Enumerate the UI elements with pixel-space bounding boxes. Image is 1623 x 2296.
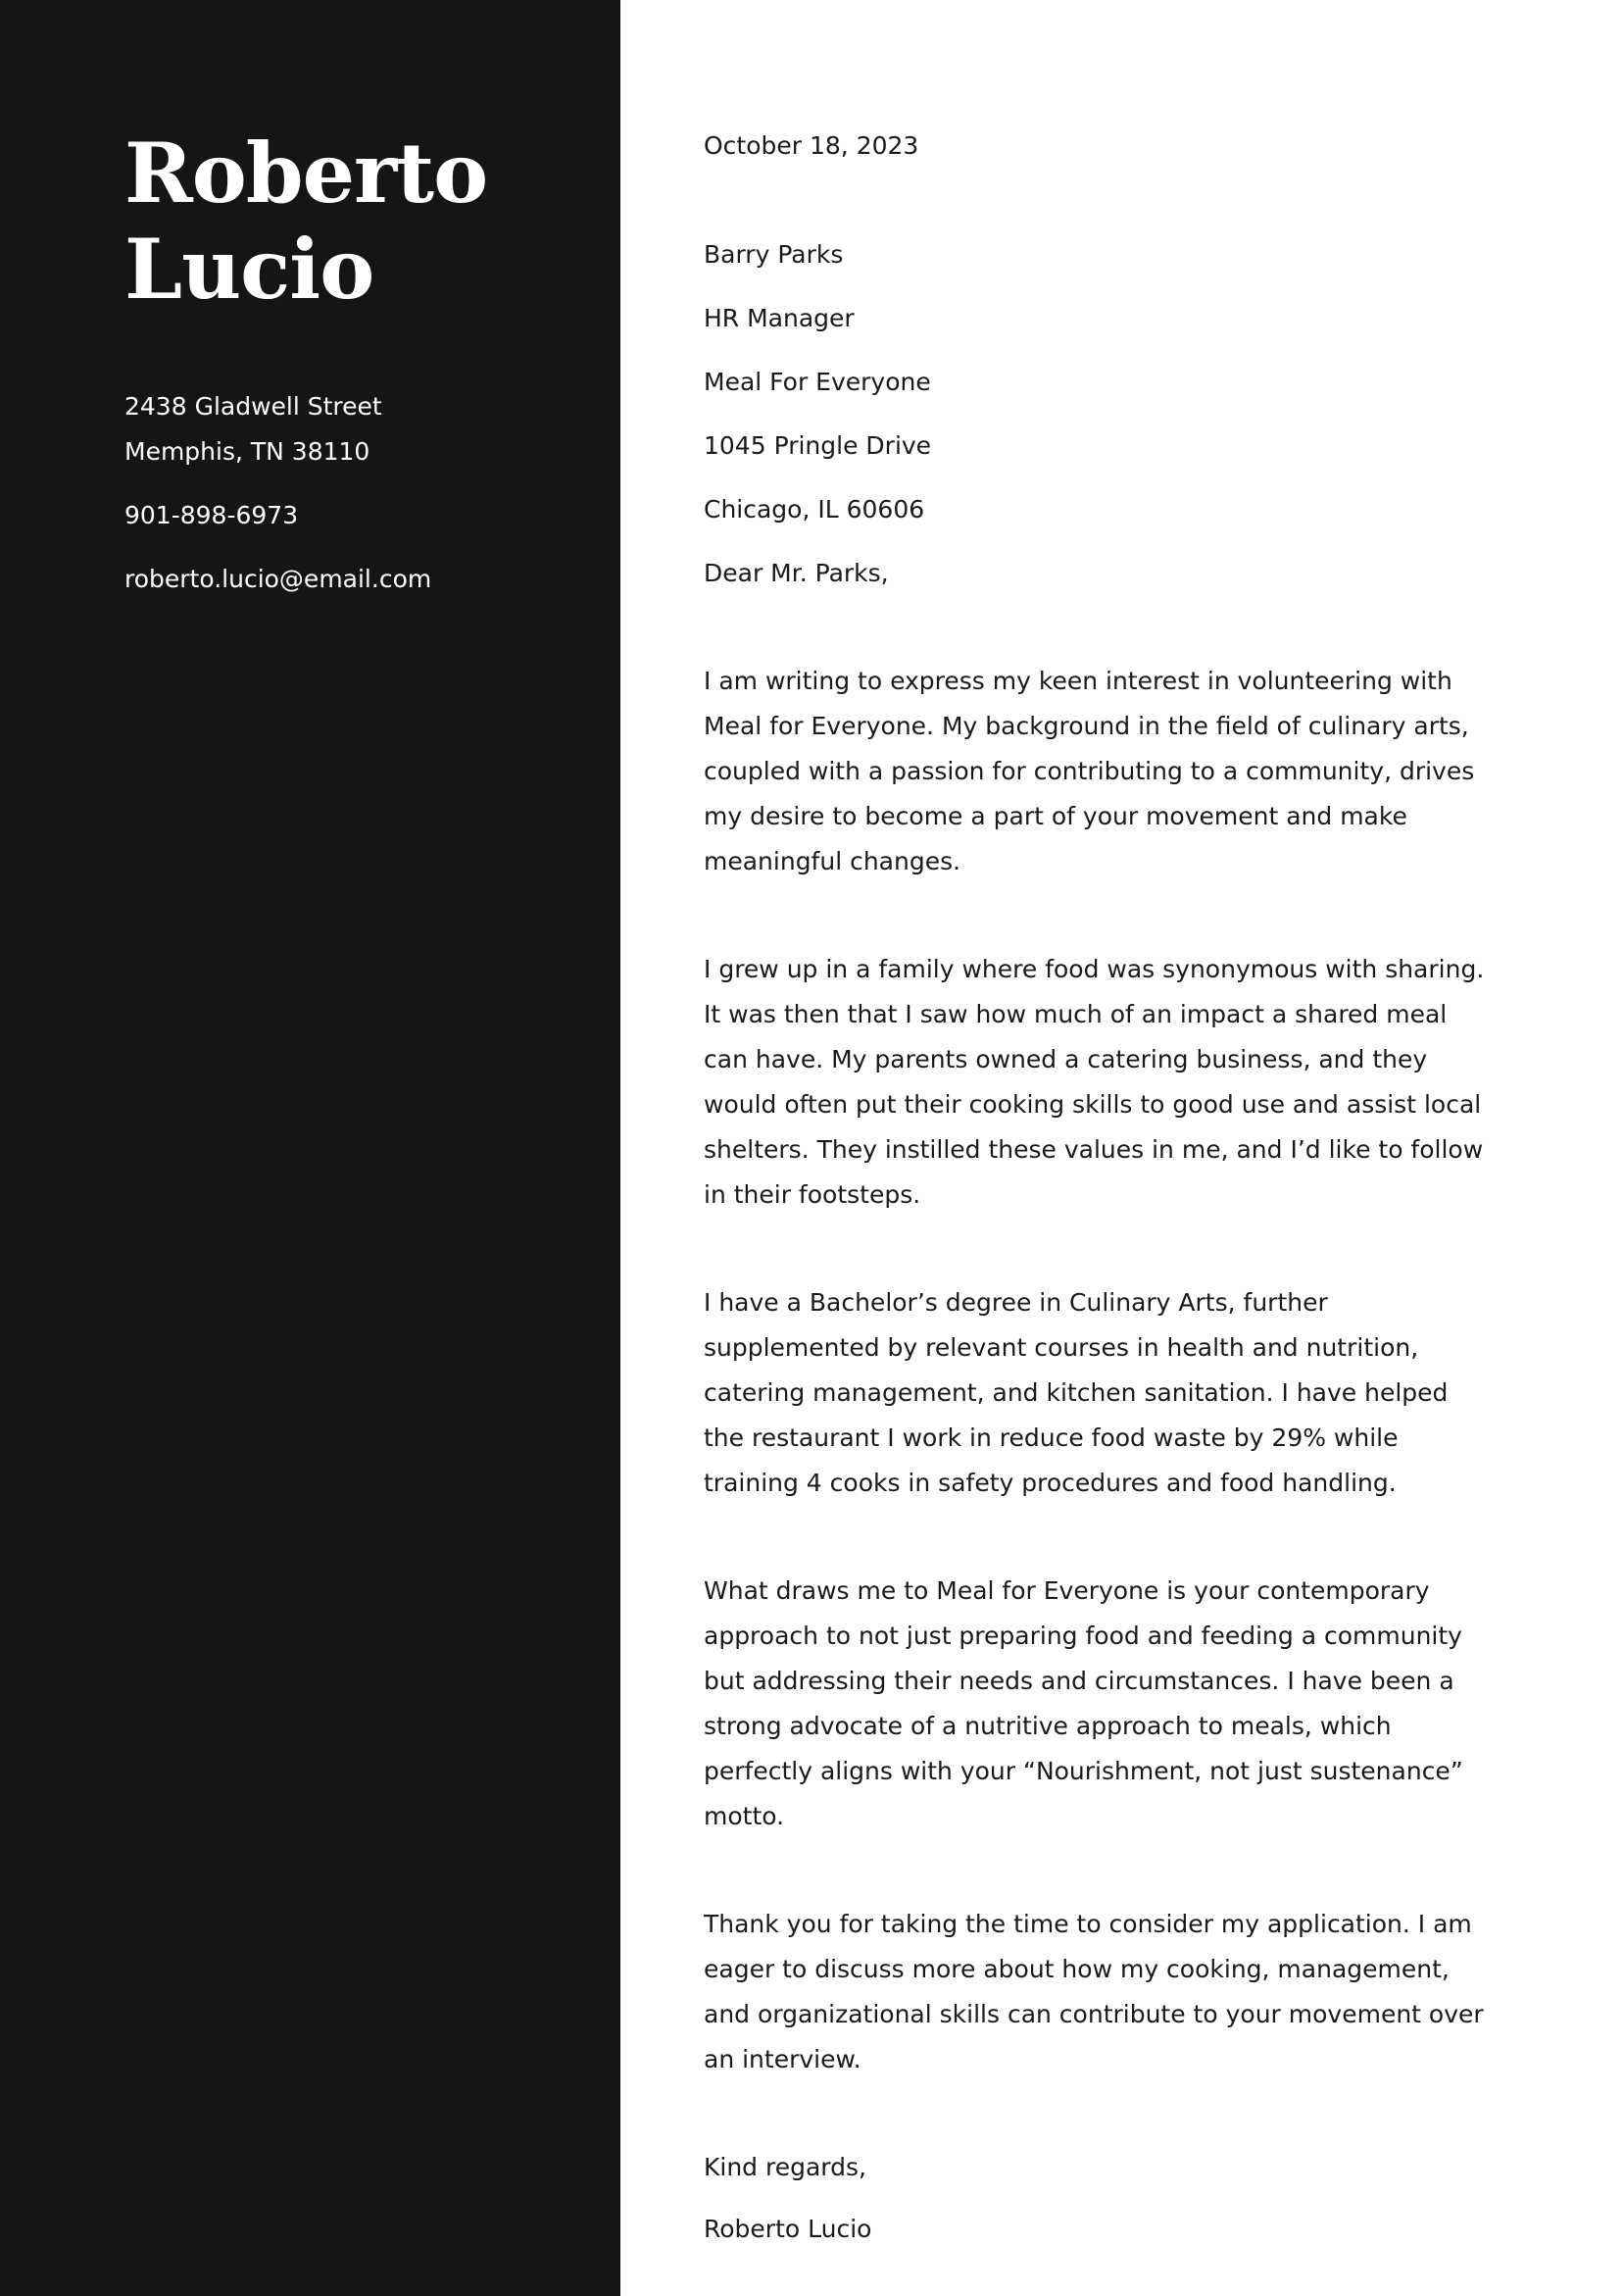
recipient-company: Meal For Everyone [704, 368, 931, 396]
contact-info [124, 384, 562, 602]
salutation: Dear Mr. Parks, [704, 559, 889, 587]
letter-date: October 18, 2023 [704, 131, 919, 160]
recipient-street: 1045 Pringle Drive [704, 431, 932, 460]
signature: Roberto Lucio [704, 2215, 872, 2243]
body-paragraph: I have a Bachelor’s degree in Culinary Arts, further supplemented by relevant courses in health and nutrition, catering management, and kitchen sanitation. I have helped the restaurant I work in reduce food waste by 29% while training 4 cooks in safety procedures and food handling. [704, 1288, 1449, 1497]
applicant-first-name: Roberto [124, 125, 488, 222]
body-paragraph: I am writing to express my keen interest in volunteering with Meal for Everyone. My background in the field of culinary arts, coupled with a passion for contributing to a community, drives my desire to become a part of your movement and make meaningful changes. [704, 667, 1475, 875]
sidebar [0, 0, 620, 2296]
letter-body [620, 0, 1623, 2296]
applicant-name [124, 125, 562, 318]
recipient-block [704, 232, 1496, 532]
applicant-email: roberto.lucio@email.com [124, 565, 432, 593]
recipient-title: HR Manager [704, 304, 855, 332]
applicant-address: 2438 Gladwell Street Memphis, TN 38110 [124, 392, 382, 466]
applicant-last-name: Lucio [124, 221, 374, 318]
recipient-city: Chicago, IL 60606 [704, 495, 925, 524]
body-paragraph: Thank you for taking the time to consider my application. I am eager to discuss more about how my cooking, management, and organizational skills can contribute to your movement over an interview. [704, 1910, 1484, 2073]
body-paragraph: What draws me to Meal for Everyone is your contemporary approach to not just preparing food and feeding a community but addressing their needs and circumstances. I have been a strong advocate of a nutritive approach to meals, which perfectly aligns with your “Nourishment, not just sustenance” motto. [704, 1576, 1463, 1830]
applicant-phone: 901-898-6973 [124, 501, 299, 529]
closing: Kind regards, [704, 2153, 866, 2181]
body-paragraph: I grew up in a family where food was synonymous with sharing. It was then that I saw how much of an impact a shared meal can have. My parents owned a catering business, and they would often put their cooking skills to good use and assist local shelters. They instilled these values in me, and I’d like to follow in their footsteps. [704, 955, 1485, 1209]
recipient-name: Barry Parks [704, 240, 844, 269]
